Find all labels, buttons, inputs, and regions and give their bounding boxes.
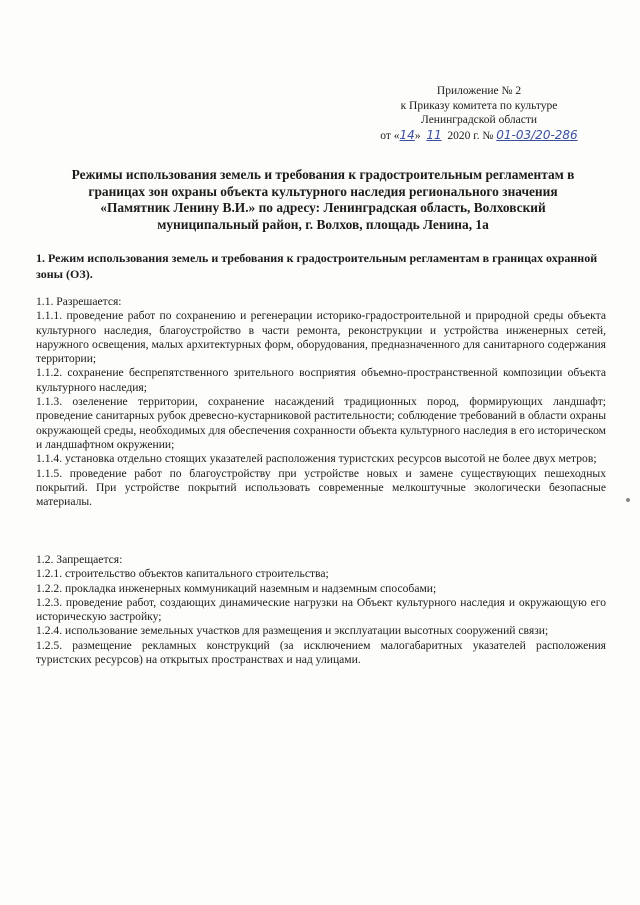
order-number: 01-03/20-286 [496, 127, 578, 142]
date-day: 14 [399, 127, 415, 142]
allowed-block [36, 295, 606, 509]
allowed-heading: 1.1. Разрешается: [36, 295, 122, 308]
prohibited-item: 1.2.4. использование земельных участков для размещения и эксплуатации высотных сооружений связи; [36, 624, 549, 638]
appendix-header [354, 84, 604, 143]
prohibited-block [36, 553, 606, 667]
appendix-line-2: к Приказу комитета по культуре [400, 99, 558, 112]
prohibited-item: 1.2.1. строительство объектов капитального строительства; [36, 567, 329, 581]
appendix-line-1: Приложение № 2 [436, 85, 522, 97]
section-heading: 1. Режим использования земель и требования к градостроительным регламентам в границах охранной зоны (ОЗ). [36, 251, 598, 281]
allowed-item: 1.1.1. проведение работ по сохранению и регенерации историко-градостроительной и природной среды объекта культурного наследия, благоустройство в части ремонта, реконструкции и устройства инженерных сетей, наружного освещения, малых архитектурных форм, оборудования, предназначенного для санитарного содержания территории; [36, 309, 606, 366]
prohibited-item: 1.2.5. размещение рекламных конструкций (за исключением малогабаритных указателей расположения туристских ресурсов) на открытых пространствах и над улицами. [36, 638, 606, 667]
allowed-item: 1.1.4. установка отдельно стоящих указателей расположения туристских ресурсов высотой не более двух метров; [36, 452, 597, 466]
prohibited-heading: 1.2. Запрещается: [36, 553, 123, 566]
allowed-item: 1.1.2. сохранение беспрепятственного зрительного восприятия объемно-пространственной композиции объекта культурного наследия; [36, 366, 606, 394]
prohibited-item: 1.2.2. прокладка инженерных коммуникаций наземным и надземным способами; [36, 581, 437, 595]
allowed-item: 1.1.5. проведение работ по благоустройству при устройстве новых и замене существующих пешеходных покрытий. При устройстве покрытий использовать современные мелкоштучные экологически безопасные материалы. [36, 466, 606, 509]
appendix-date-line [354, 128, 604, 144]
scan-speck [626, 498, 630, 502]
date-year: 2020 г. № [447, 129, 494, 142]
date-mid: » [414, 129, 421, 142]
prohibited-item: 1.2.3. проведение работ, создающих динамические нагрузки на Объект культурного наследия и окружающую его историческую застройку; [36, 595, 606, 624]
appendix-line-3: Ленинградской области [420, 114, 538, 126]
date-prefix: от « [380, 129, 400, 142]
date-month: 11 [426, 127, 442, 142]
allowed-item: 1.1.3. озеленение территории, сохранение насаждений традиционных пород, формирующих ландшафт; проведение санитарных рубок древесно-кустарниковой растительности; соблюдение требований в области охраны окружающей среды, необходимых для обеспечения сохранности объекта культурного наследия в его историческом и ландшафтном окружении; [36, 395, 606, 451]
document-title: Режимы использования земель и требования к градостроительным регламентам в границах зон охраны объекта культурного наследия регионального значения «Памятник Ленину В.И.» по адресу: Ленинградская область, Волховский муниципальный район, г. Волхов, площадь Ленина, 1а [71, 167, 575, 232]
